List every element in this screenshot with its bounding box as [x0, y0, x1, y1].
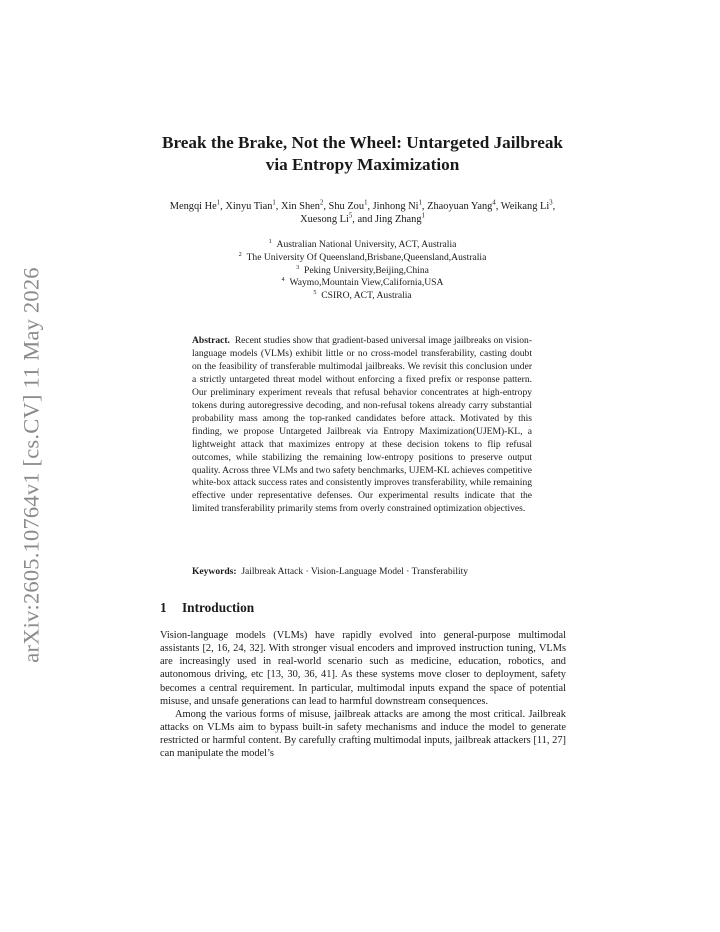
author-name: Shu Zou	[328, 201, 365, 212]
arxiv-identifier-stamp	[12, 255, 52, 675]
intro-paragraph: Among the various forms of misuse, jailbreak attacks are among the most critical. Jailbreak attacks on VLMs aim to bypass built-in safety mechanisms and induce the model to generate restricted or harmful content. By carefully crafting multimodal inputs, jailbreak attackers [11, 27] can manipulate the model’s	[160, 708, 566, 760]
section-number: 1	[160, 600, 167, 615]
author-name: Jing Zhang	[375, 214, 422, 226]
author-name: Weikang Li	[500, 201, 550, 212]
affiliation-text: Australian National University, ACT, Australia	[276, 239, 457, 250]
section-title: Introduction	[182, 600, 255, 615]
affiliation-line	[160, 239, 565, 252]
author	[373, 201, 422, 212]
keywords-text: Jailbreak Attack · Vision-Language Model · Transferability	[241, 566, 469, 577]
author	[225, 201, 275, 212]
affiliation-text: CSIRO, ACT, Australia	[321, 290, 412, 302]
keywords	[192, 565, 537, 578]
affiliation-mark: 4	[281, 276, 285, 284]
author-affiliation-mark: 1	[272, 199, 276, 207]
author-name: Jinhong Ni	[372, 201, 419, 212]
author-name: Xin Shen	[281, 201, 320, 212]
affiliation-line	[160, 290, 565, 303]
author-affiliation-mark: 2	[319, 199, 324, 207]
affiliation-list	[160, 239, 565, 303]
affiliation-line	[160, 252, 565, 265]
author	[281, 201, 323, 212]
affiliation-mark: 3	[296, 263, 300, 271]
author	[329, 201, 368, 212]
keywords-label: Keywords:	[192, 566, 237, 577]
paper-title: Break the Brake, Not the Wheel: Untargeted Jailbreak via Entropy Maximization	[161, 133, 563, 174]
abstract	[192, 335, 532, 516]
author	[300, 214, 352, 225]
affiliation-text: Waymo,Mountain View,California,USA	[289, 277, 444, 289]
author-name: Zhaoyuan Yang	[427, 201, 493, 212]
author	[170, 201, 220, 212]
author	[501, 201, 553, 212]
section-heading-introduction	[160, 600, 254, 616]
intro-paragraph: Vision-language models (VLMs) have rapidly evolved into general-purpose multimodal assistants [2, 16, 24, 32]. With stronger visual encoders and improved instruction tuning, VLMs are increasingly used in real-world scenario such as medicine, education, robotics, and autonomous driving, etc [13, 30, 36, 41]. As these systems move closer to deployment, safety becomes a central requirement. In particular, multimodal inputs expand the space of potential misuse, and unsafe generations can lead to harmful downstream consequences.	[160, 630, 566, 707]
author-name: Xuesong Li	[300, 214, 349, 226]
author	[427, 201, 496, 212]
author-affiliation-mark: 1	[364, 199, 368, 207]
arxiv-identifier-text: arXiv:2605.10764v1 [cs.CV] 11 May 2026	[19, 267, 45, 663]
author-affiliation-mark: 1	[421, 212, 425, 220]
affiliation-line	[160, 277, 565, 290]
affiliation-line	[160, 265, 565, 278]
abstract-label: Abstract.	[192, 335, 230, 346]
affiliation-mark: 5	[313, 289, 317, 296]
author-affiliation-mark: 4	[492, 199, 496, 207]
author-affiliation-mark: 5	[348, 212, 353, 220]
abstract-text: Recent studies show that gradient-based universal image jailbreaks on vision-language models (VLMs) exhibit little or no cross-model transferability, casting doubt on the feasibility of transferable multimodal jailbreaks. We revisit this conclusion under a strictly untargeted threat model without enforcing a fixed prefix or response pattern. Our preliminary experiment reveals that refusal behavior concentrates at high-entropy tokens during autoregressive decoding, and non-refusal tokens already carry substantial probability mass among the top-ranked candidates before attack. Motivated by this finding, we propose Untargeted Jailbreak via Entropy Maximization(UJEM)-KL, a lightweight attack that maximizes entropy at these decision tokens to flip refusal outcomes, while stabilizing the remaining low-entropy positions to preserve output quality. Across three VLMs and two safety benchmarks, UJEM-KL achieves competitive white-box attack success rates and consistently improves transferability, while remaining effective under representative defenses. Our experimental results indicate that the limited transferability primarily stems from overly constrained optimization objectives.	[192, 335, 532, 515]
author-affiliation-mark: 1	[216, 199, 221, 207]
introduction-body	[160, 629, 566, 761]
affiliation-text: The University Of Queensland,Brisbane,Queensland,Australia	[246, 251, 487, 263]
affiliation-mark: 2	[238, 250, 242, 258]
affiliation-mark: 1	[268, 237, 272, 245]
affiliation-text: Peking University,Beijing,China	[304, 264, 429, 276]
author-affiliation-mark: 3	[549, 199, 553, 207]
author-affiliation-mark: 1	[418, 199, 422, 207]
author-name: Xinyu Tian	[225, 201, 273, 212]
author-list: Mengqi He$^1$, Xinyu Tian$^1$, Xin Shen$^2$, Shu Zou$^1$, Jinhong Ni$^1$, Zhaoyuan Yang$^4$, Weikang Li$^3$, Xuesong Li$^5$, and Jing Zhang$^1$	[169, 199, 556, 226]
author	[375, 214, 425, 225]
author-name: Mengqi He	[169, 201, 217, 212]
